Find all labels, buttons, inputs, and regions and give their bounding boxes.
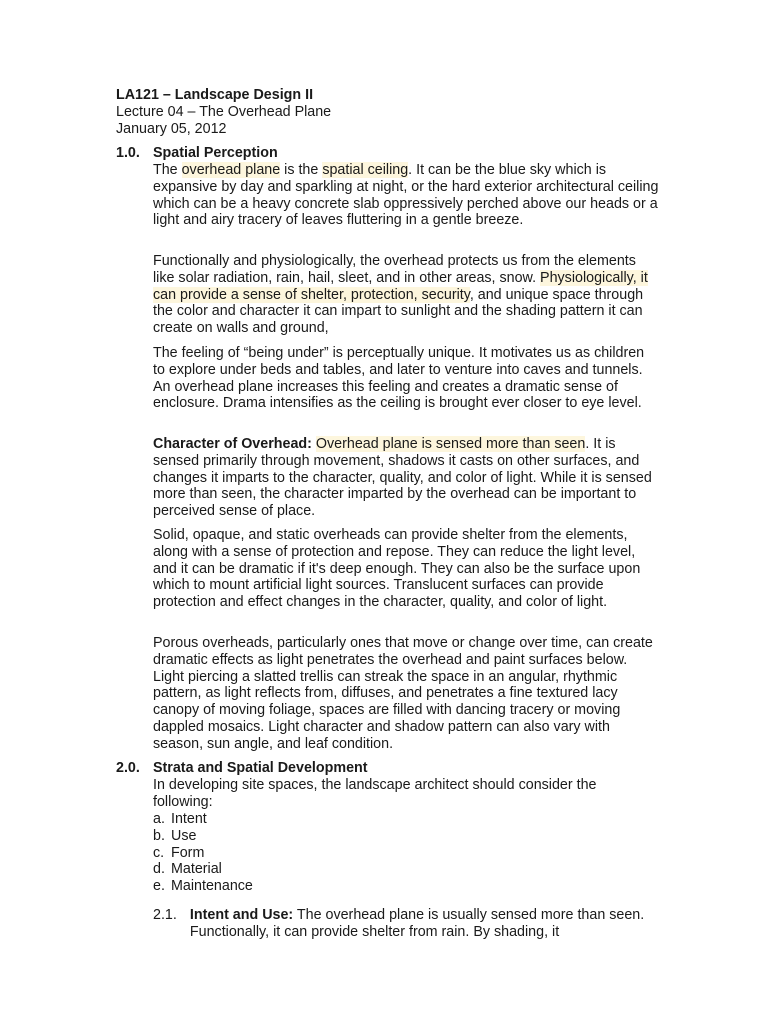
section-2-intro: In developing site spaces, the landscape architect should consider the following: (153, 777, 597, 810)
section-1-title: Spatial Perception (153, 145, 278, 161)
section-2-title: Strata and Spatial Development (153, 760, 368, 776)
highlight-shelter: Physiologically, it can provide a sense of shelter, protection, security (153, 269, 648, 303)
section-1-number: 1.0. (116, 145, 140, 161)
list-item: a. Intent (153, 811, 207, 827)
highlight-overhead-plane: overhead plane (181, 162, 281, 178)
consideration-list (153, 811, 253, 895)
section-1-paragraph-3: The feeling of “being under” is perceptually unique. It motivates us as children to explore under beds and tables, and later to venture into caves and tunnels. An overhead plane increases this feeling and creates a dramatic sense of enclosure. Drama intensifies as the ceiling is brought ever closer to eye level. (153, 345, 645, 412)
subsection-2-1: 2.1. Intent and Use: The overhead plane is usually sensed more than seen. Functionally, it can provide shelter from rain. By shading, it (153, 907, 645, 940)
course-title: LA121 – Landscape Design II (116, 87, 314, 103)
list-item: c. Form (153, 844, 205, 861)
section-2-number: 2.0. (116, 760, 140, 776)
character-of-overhead-label: Character of Overhead: (153, 436, 312, 452)
subsection-number: 2.1. (153, 907, 177, 923)
list-item: b. Use (153, 827, 197, 844)
list-item: e. Maintenance (153, 878, 253, 895)
lecture-date: January 05, 2012 (116, 120, 227, 137)
section-2-heading (116, 760, 656, 777)
section-1-paragraph-6: Porous overheads, particularly ones that move or change over time, can create dramatic effects as light penetrates the overhead and paint surfaces below. Light piercing a slatted trellis can streak the space in an angular, rhythmic pattern, as light reflects from, diffuses, and penetrates a fine textured lacy canopy of moving foliage, spaces are filled with dancing tracery or moving dappled mosaics. Light character and shadow pattern can also vary with season, sun angle, and leaf condition. (153, 635, 653, 752)
section-1-paragraph-5: Solid, opaque, and static overheads can provide shelter from the elements, along with a sense of protection and repose. They can reduce the light level, and it can be dramatic if it's deep enough. They can also be the surface upon which to mount artificial light sources. Translucent surfaces can provide protection and effect changes in the character, quality, and color of light. (153, 527, 641, 611)
highlight-sensed-more: Overhead plane is sensed more than seen (315, 436, 586, 452)
list-item: d. Material (153, 861, 222, 878)
section-1-heading (116, 145, 656, 162)
lecture-title: Lecture 04 – The Overhead Plane (116, 103, 332, 120)
section-1-paragraph-2: Functionally and physiologically, the overhead protects us from the elements like solar radiation, rain, hail, sleet, and in other areas, snow. Physiologically, it can provide a sense of shelter, protection, security, and unique space through the color and character it can impart to sunlight and the shading pattern it can create on walls and ground, (153, 253, 648, 337)
highlight-spatial-ceiling: spatial ceiling (322, 162, 409, 178)
section-1-paragraph-4: Character of Overhead: Overhead plane is sensed more than seen. It is sensed primarily through movement, shadows it casts on other surfaces, and changes it imparts to the character, quality, and color of light. While it is sensed more than seen, the character imparted by the overhead can be important to perceived sense of place. (153, 436, 652, 520)
section-1-paragraph-1: The overhead plane is the spatial ceiling. It can be the blue sky which is expansive by day and sparkling at night, or the hard exterior architectural ceiling which can be a heavy concrete slab oppressively perched above our heads or a light and airy tracery of leaves fluttering in a gentle breeze. (153, 162, 659, 229)
document-header (116, 87, 331, 137)
subsection-title: Intent and Use: (189, 907, 294, 923)
